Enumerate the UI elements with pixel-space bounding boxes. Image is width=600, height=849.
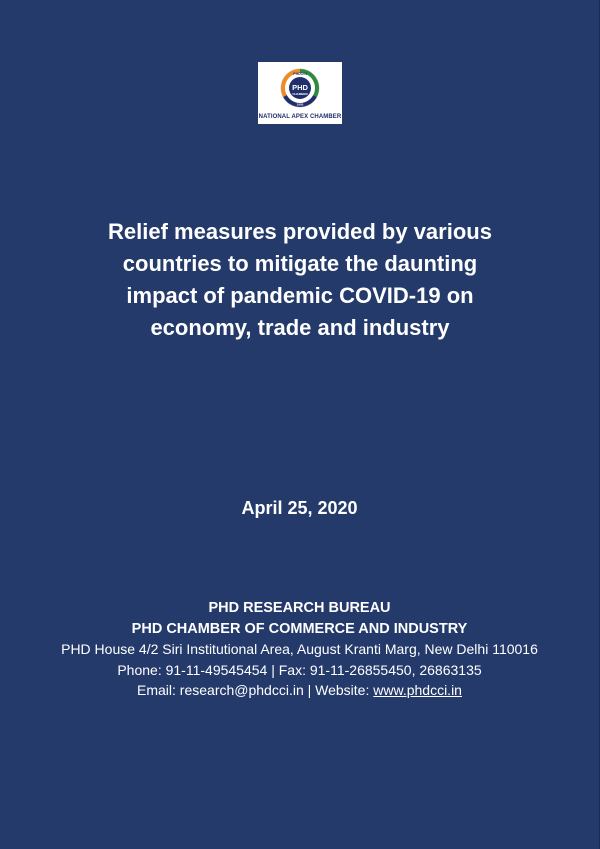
report-title — [60, 216, 540, 344]
logo-year-text: 1905 — [296, 102, 304, 107]
chamber-name: PHD CHAMBER OF COMMERCE AND INDUSTRY — [131, 620, 468, 637]
email-text: Email: research@phdcci.in | Website: — [137, 682, 374, 698]
logo-top-text: PHDCCI — [293, 72, 307, 76]
logo-sub-text: CHAMBER — [292, 92, 308, 96]
report-date: April 25, 2020 — [241, 498, 358, 518]
phd-emblem-icon — [280, 66, 320, 112]
phd-chamber-logo — [258, 62, 342, 124]
logo-center-text: PHD — [292, 83, 308, 92]
email-website — [0, 680, 599, 701]
contact-block — [0, 598, 599, 701]
title-line: impact of pandemic COVID-19 on — [126, 283, 474, 308]
website-link[interactable]: www.phdcci.in — [373, 682, 462, 698]
address: PHD House 4/2 Siri Institutional Area, August Kranti Marg, New Delhi 110016 — [61, 641, 538, 657]
logo-caption: NATIONAL APEX CHAMBER — [258, 114, 342, 120]
title-line: Relief measures provided by various — [108, 219, 492, 244]
title-line: economy, trade and industry — [150, 315, 450, 340]
bureau-name: PHD RESEARCH BUREAU — [208, 600, 391, 616]
phone-fax: Phone: 91-11-49545454 | Fax: 91-11-26855450, 26863135 — [117, 661, 482, 678]
title-line: countries to mitigate the daunting — [122, 251, 478, 276]
